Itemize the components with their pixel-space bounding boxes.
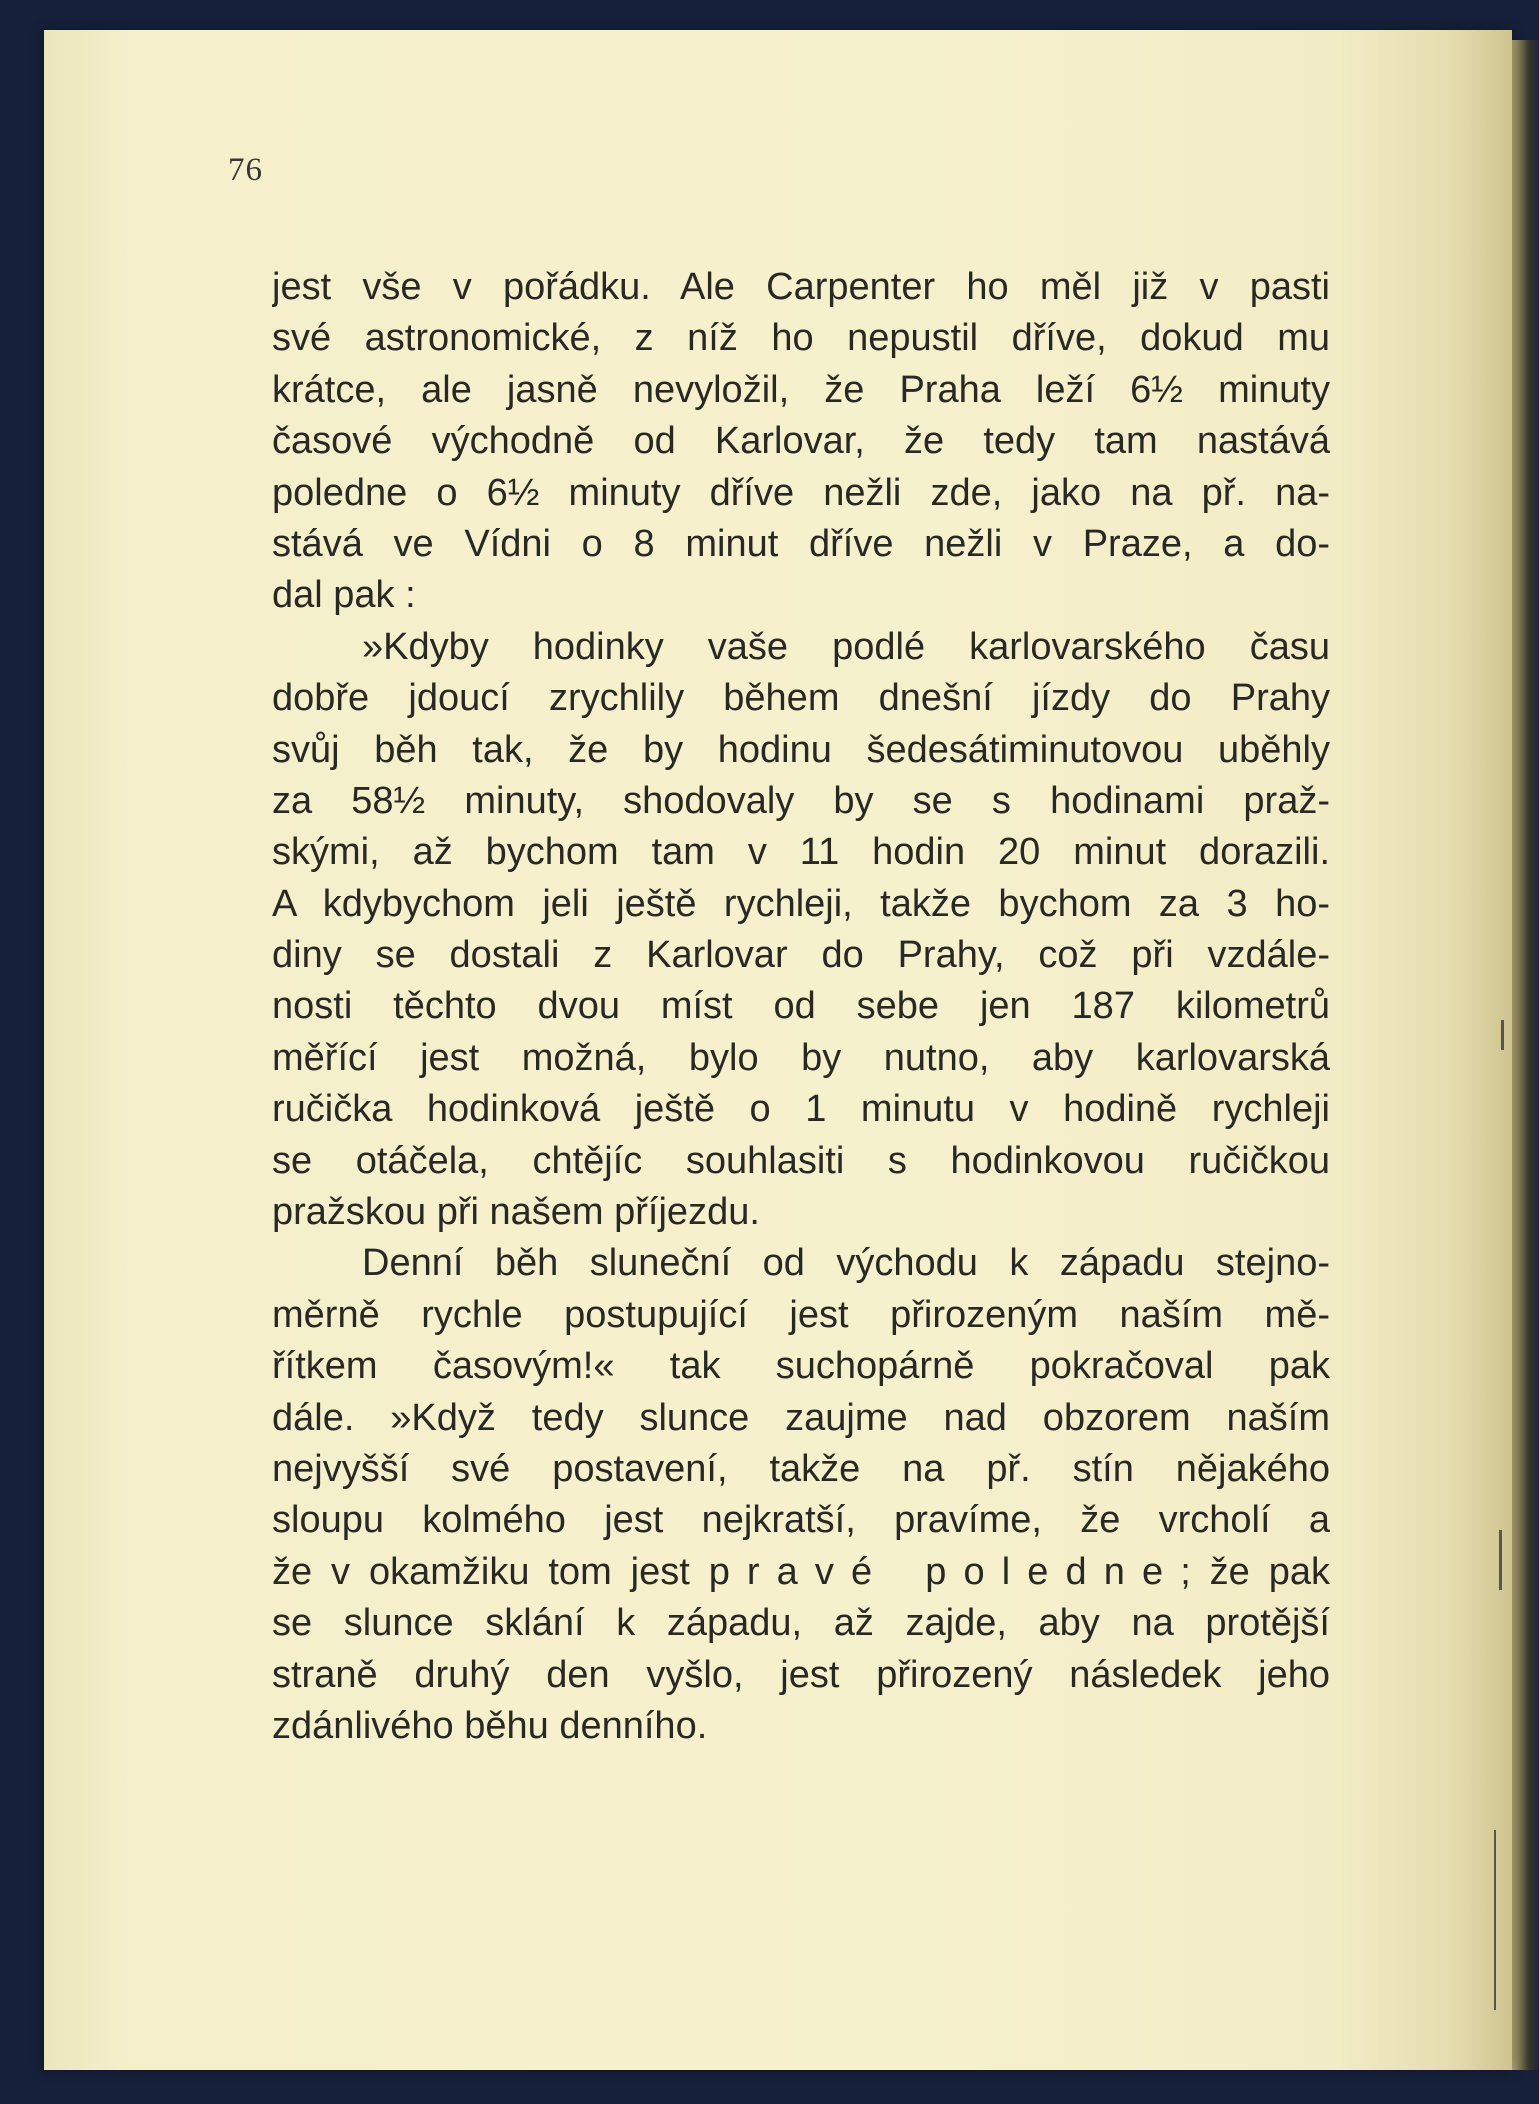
text-line-with-emphasis <box>272 1547 1330 1598</box>
text-segment: že v okamžiku tom jest <box>272 1550 690 1593</box>
text-line: diny se dostali z Karlovar do Prahy, což při vzdále- <box>272 934 1330 977</box>
text-line: A kdybychom jeli ještě rychleji, takže bychom za 3 ho- <box>272 882 1330 925</box>
text-line: skými, až bychom tam v 11 hodin 20 minut dorazili. <box>272 831 1330 874</box>
margin-mark <box>1501 1020 1504 1050</box>
text-line: »Kdyby hodinky vaše podlé karlovarského času <box>362 625 1330 668</box>
text-line: svůj běh tak, že by hodinu šedesátiminutovou uběhly <box>272 728 1330 771</box>
text-line: straně druhý den vyšlo, jest přirozený následek jeho <box>272 1653 1330 1696</box>
text-line: měrně rychle postupující jest přirozeným naším mě- <box>272 1293 1330 1336</box>
text-line: pražskou při našem příjezdu. <box>272 1191 760 1234</box>
text-line: nejvyšší své postavení, takže na př. stín nějakého <box>272 1447 1330 1490</box>
text-line: měřící jest možná, bylo by nutno, aby karlovarská <box>272 1036 1330 1079</box>
text-line: řítkem časovým!« tak suchopárně pokračoval pak <box>272 1345 1330 1388</box>
text-line: jest vše v pořádku. Ale Carpenter ho měl již v pasti <box>272 266 1330 308</box>
text-line: stává ve Vídni o 8 minut dříve nežli v Praze, a do- <box>272 522 1330 565</box>
text-line: zdánlivého běhu denního. <box>272 1704 708 1747</box>
body-text <box>272 262 1330 1752</box>
text-line: sloupu kolmého jest nejkratší, pravíme, že vrcholí a <box>272 1499 1330 1542</box>
page-number: 76 <box>228 152 263 188</box>
text-line: za 58½ minuty, shodovaly by se s hodinami praž- <box>272 779 1330 822</box>
text-line: dobře jdoucí zrychlily během dnešní jízdy do Prahy <box>272 677 1330 720</box>
text-line: časové východně od Karlovar, že tedy tam nastává <box>272 420 1330 463</box>
emphasized-phrase: pravé poledne <box>708 1550 1181 1593</box>
text-line: Denní běh sluneční od východu k západu stejno- <box>362 1242 1330 1285</box>
text-line: nosti těchto dvou míst od sebe jen 187 kilometrů <box>272 985 1330 1028</box>
text-line: krátce, ale jasně nevyložil, že Praha leží 6½ minuty <box>272 368 1330 411</box>
text-segment: ; že pak <box>1180 1550 1330 1593</box>
book-spine-edge <box>1512 40 1539 2070</box>
text-line: poledne o 6½ minuty dříve nežli zde, jako na př. na- <box>272 471 1330 514</box>
margin-mark <box>1499 1530 1502 1590</box>
text-line: dále. »Když tedy slunce zaujme nad obzorem naším <box>272 1396 1330 1439</box>
text-line: se slunce sklání k západu, až zajde, aby na protější <box>272 1602 1330 1645</box>
text-line: dal pak : <box>272 574 416 617</box>
text-line: se otáčela, chtějíc souhlasiti s hodinkovou ručičkou <box>272 1139 1330 1182</box>
text-line: své astronomické, z níž ho nepustil dříve, dokud mu <box>272 317 1330 360</box>
margin-mark <box>1494 1830 1496 2010</box>
text-line: ručička hodinková ještě o 1 minutu v hodině rychleji <box>272 1088 1330 1131</box>
